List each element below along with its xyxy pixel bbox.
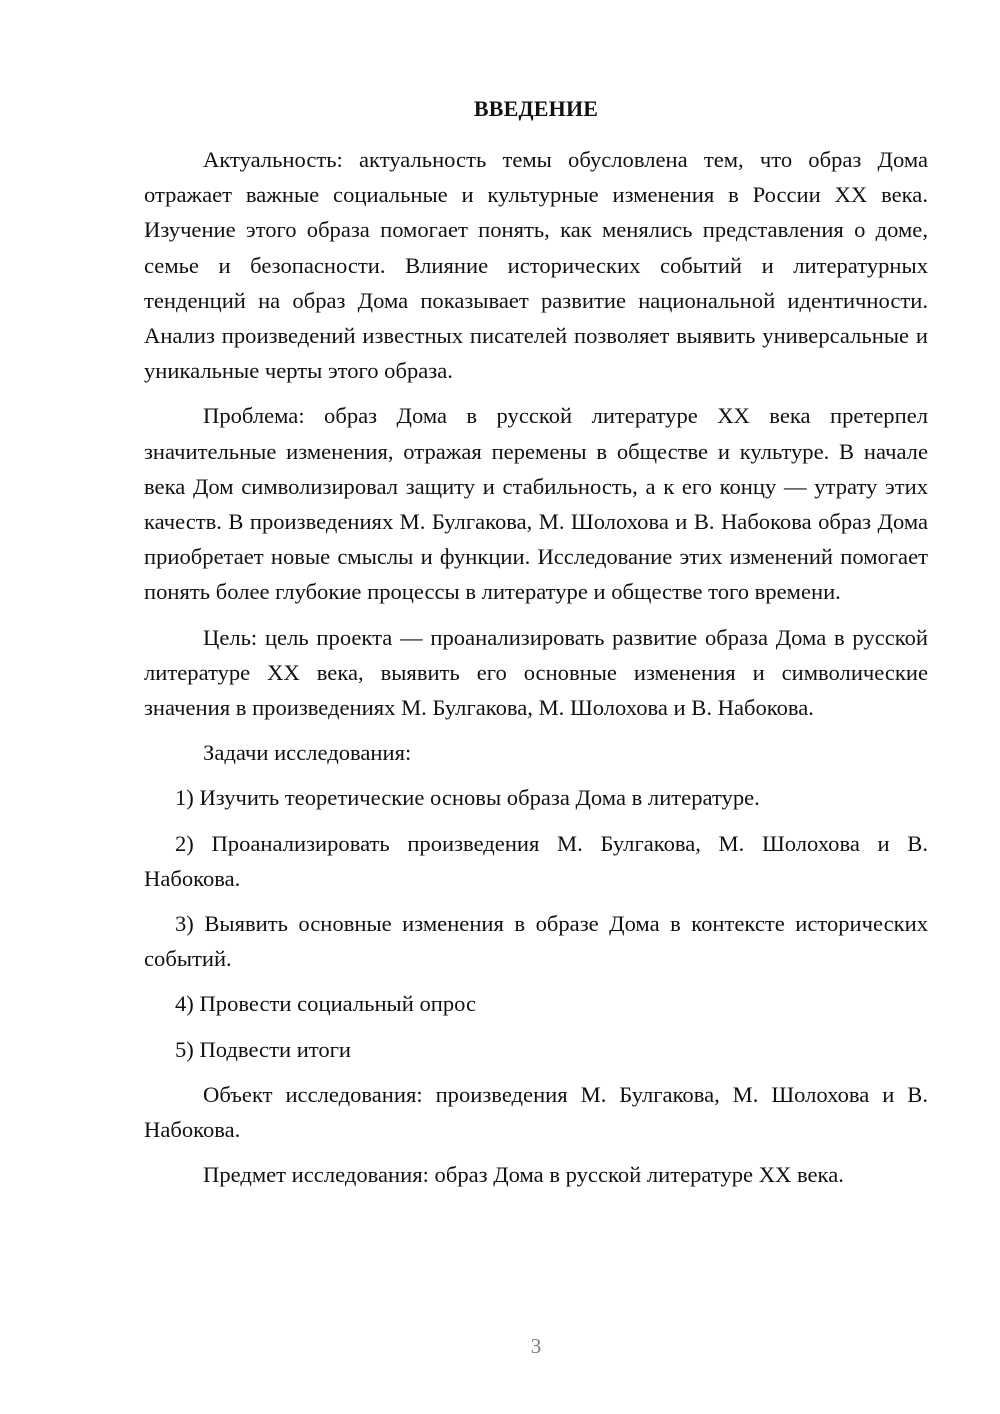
problem-paragraph: Проблема: образ Дома в русской литературе XX века претерпел значительные изменения, отражая перемены в обществе и культуре. В начале века Дом символизировал защиту и стабильность, а к его концу — утрату этих качеств. В произведениях М. Булгакова, М. Шолохова и В. Набокова образ Дома приобретает новые смыслы и функции. Исследование этих изменений помогает понять более глубокие процессы в литературе и обществе того времени. xyxy=(144,403,928,605)
relevance-paragraph: Актуальность: актуальность темы обусловлена тем, что образ Дома отражает важные социальные и культурные изменения в России XX века. Изучение этого образа помогает понять, как менялись представления о доме, семье и безопасности. Влияние исторических событий и литературных тенденций на образ Дома показывает развитие национальной идентичности. Анализ произведений известных писателей позволяет выявить универсальные и уникальные черты этого образа. xyxy=(144,147,928,384)
document-body xyxy=(144,142,928,1202)
task-item: 3) Выявить основные изменения в образе Дома в контексте исторических событий. xyxy=(144,911,928,972)
goal-paragraph: Цель: цель проекта — проанализировать развитие образа Дома в русской литературе XX века, выявить его основные изменения и символические значения в произведениях М. Булгакова, М. Шолохова и В. Набокова. xyxy=(144,624,928,721)
tasks-title: Задачи исследования: xyxy=(203,740,412,766)
subject-paragraph: Предмет исследования: образ Дома в русской литературе XX века. xyxy=(203,1162,844,1188)
task-item: 2) Проанализировать произведения М. Булгакова, М. Шолохова и В. Набокова. xyxy=(144,830,928,891)
task-item: 5) Подвести итоги xyxy=(175,1036,352,1062)
section-heading: ВВЕДЕНИЕ xyxy=(473,96,599,121)
task-item: 1) Изучить теоретические основы образа Дома в литературе. xyxy=(175,785,760,811)
page-number: 3 xyxy=(530,1334,542,1358)
task-item: 4) Провести социальный опрос xyxy=(175,991,477,1017)
object-paragraph: Объект исследования: произведения М. Булгакова, М. Шолохова и В. Набокова. xyxy=(144,1081,928,1143)
